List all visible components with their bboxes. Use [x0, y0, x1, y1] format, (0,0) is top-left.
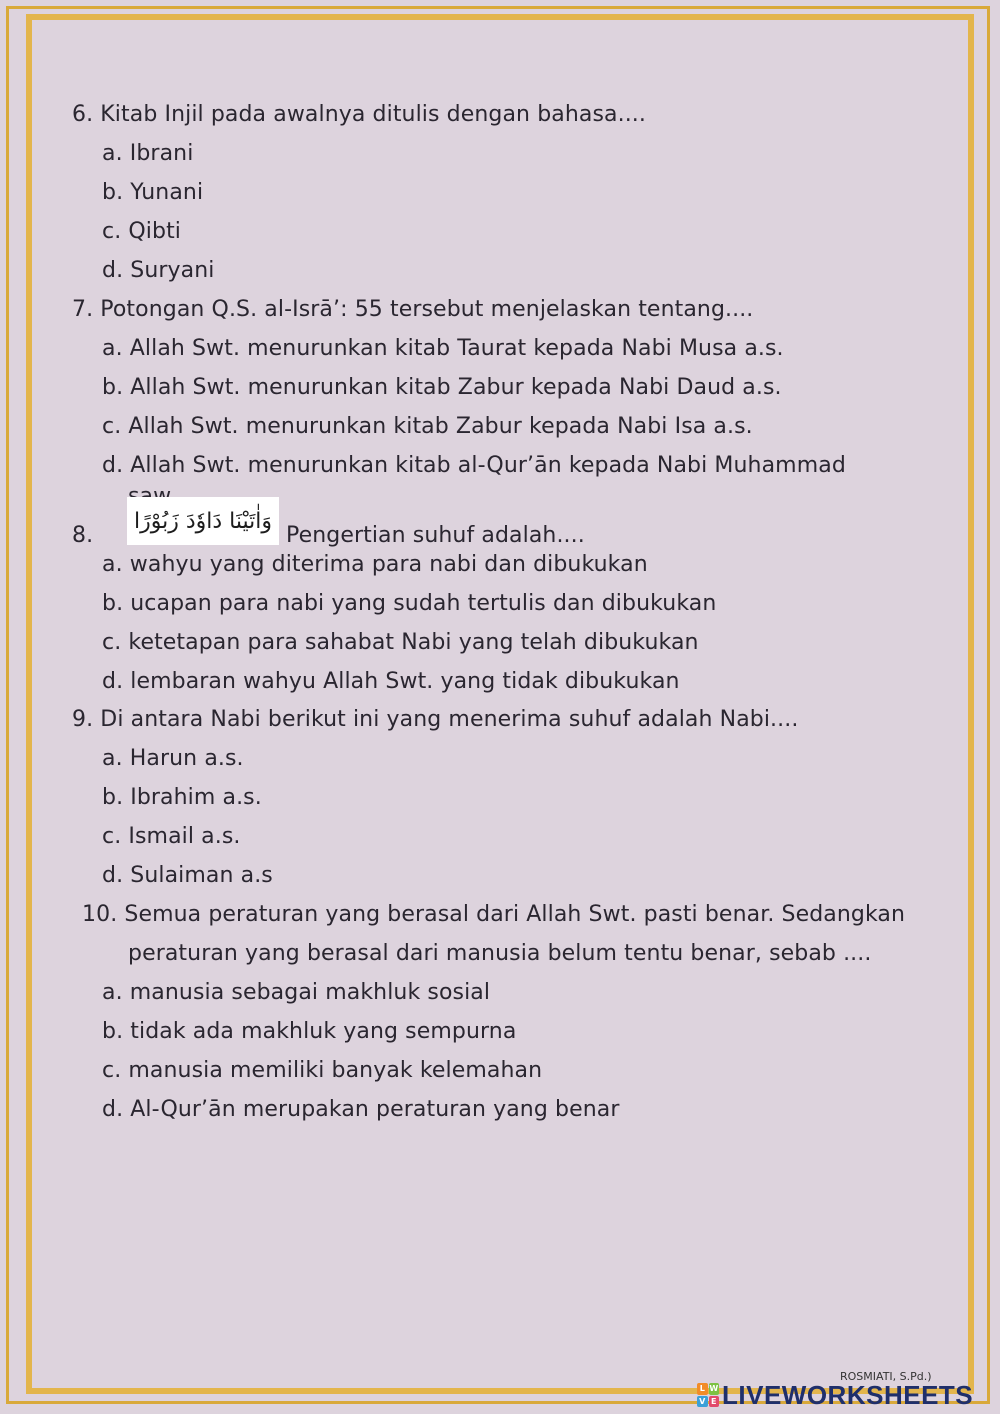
q8-option-b: b. ucapan para nabi yang sudah tertulis dan dibukukan [102, 591, 717, 616]
q7-option-c: c. Allah Swt. menurunkan kitab Zabur kepada Nabi Isa a.s. [102, 414, 753, 439]
question-8-text: Pengertian suhuf adalah.... [286, 523, 585, 548]
q6-option-b: b. Yunani [102, 180, 204, 205]
liveworksheets-logo-icon: L W V E [697, 1383, 719, 1407]
q7-option-b: b. Allah Swt. menurunkan kitab Zabur kepada Nabi Daud a.s. [102, 375, 782, 400]
question-10-text-line2: peraturan yang berasal dari manusia belum tentu benar, sebab .... [128, 941, 872, 966]
q9-option-d: d. Sulaiman a.s [102, 863, 273, 888]
q7-option-a: a. Allah Swt. menurunkan kitab Taurat kepada Nabi Musa a.s. [102, 336, 784, 361]
question-10-text-line1: 10. Semua peraturan yang berasal dari Allah Swt. pasti benar. Sedangkan [82, 902, 906, 927]
q10-option-d: d. Al-Qur’ān merupakan peraturan yang benar [102, 1097, 620, 1122]
arabic-verse-image: وَاٰتَيْنَا دَاوٗدَ زَبُوْرًا [127, 497, 279, 545]
q6-option-d: d. Suryani [102, 258, 215, 283]
liveworksheets-logo-text: LIVEWORKSHEETS [722, 1379, 974, 1410]
q9-option-b: b. Ibrahim a.s. [102, 785, 262, 810]
question-9-text: 9. Di antara Nabi berikut ini yang menerima suhuf adalah Nabi.... [72, 707, 799, 732]
author-credit: ROSMIATI, S.Pd.) [840, 1370, 932, 1383]
q9-option-c: c. Ismail a.s. [102, 824, 241, 849]
q6-option-c: c. Qibti [102, 219, 182, 244]
q10-option-b: b. tidak ada makhluk yang sempurna [102, 1019, 517, 1044]
liveworksheets-logo[interactable] [697, 1380, 973, 1410]
q9-option-a: a. Harun a.s. [102, 746, 244, 771]
q10-option-a: a. manusia sebagai makhluk sosial [102, 980, 491, 1005]
q6-option-a: a. Ibrani [102, 141, 194, 166]
q10-option-c: c. manusia memiliki banyak kelemahan [102, 1058, 543, 1083]
q8-option-d: d. lembaran wahyu Allah Swt. yang tidak dibukukan [102, 669, 680, 694]
q8-option-c: c. ketetapan para sahabat Nabi yang telah dibukukan [102, 630, 699, 655]
question-6-text: 6. Kitab Injil pada awalnya ditulis dengan bahasa.... [72, 102, 646, 127]
q8-option-a: a. wahyu yang diterima para nabi dan dibukukan [102, 552, 648, 577]
q7-option-d: d. Allah Swt. menurunkan kitab al-Qur’ān kepada Nabi Muhammad [102, 453, 846, 478]
question-7-text: 7. Potongan Q.S. al-Isrā’: 55 tersebut menjelaskan tentang.... [72, 297, 754, 322]
question-8-number: 8. [72, 523, 94, 548]
